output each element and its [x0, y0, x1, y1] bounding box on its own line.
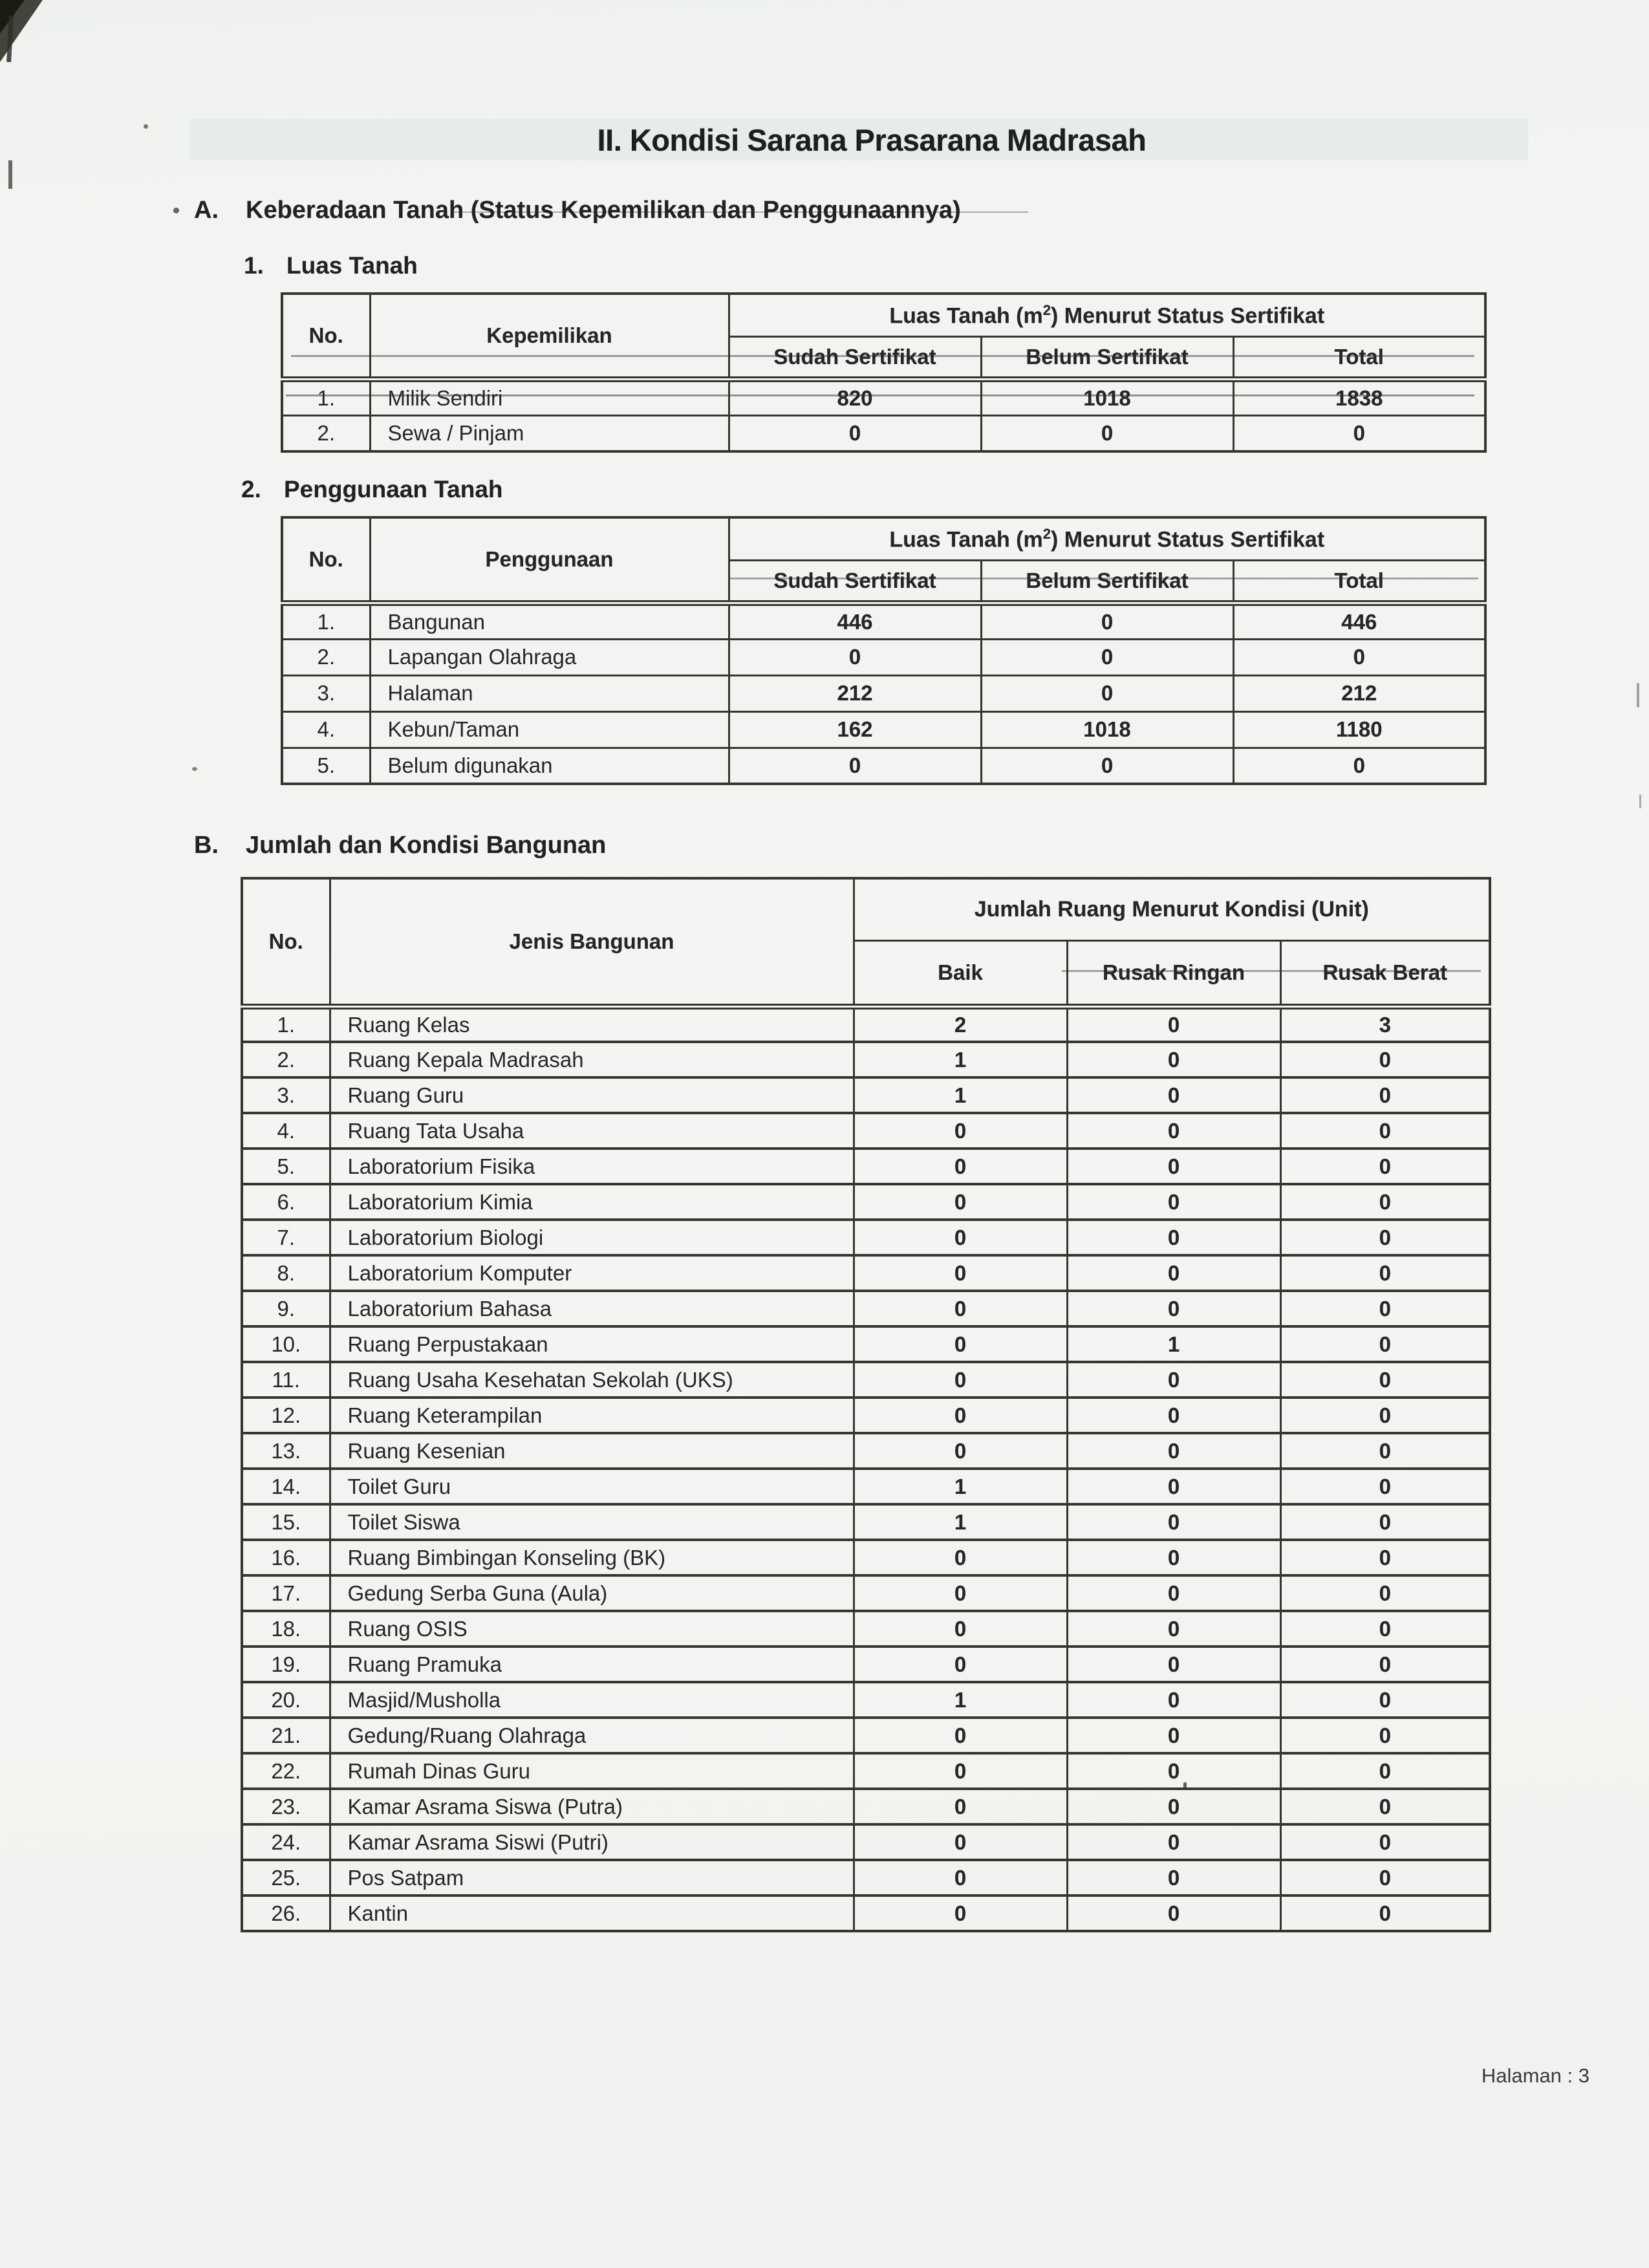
value-cell: 0 — [1280, 1220, 1490, 1255]
value-cell: 0 — [1067, 1611, 1280, 1647]
land-usage-table — [281, 516, 1487, 785]
document-title-band — [189, 119, 1528, 160]
table-row — [242, 1255, 1490, 1291]
row-number-cell: 12. — [242, 1398, 330, 1433]
value-cell: 0 — [1067, 1575, 1280, 1611]
table-row — [282, 379, 1485, 415]
value-cell: 162 — [729, 711, 981, 748]
land-usage-table-header — [282, 517, 1485, 603]
header-row — [282, 517, 1485, 560]
value-cell: 1 — [854, 1042, 1067, 1077]
value-cell: 0 — [1067, 1362, 1280, 1398]
value-cell: 0 — [854, 1291, 1067, 1326]
value-cell: 0 — [854, 1860, 1067, 1895]
value-cell: 0 — [1067, 1753, 1280, 1789]
value-cell: 0 — [1067, 1647, 1280, 1682]
value-cell: 0 — [1280, 1611, 1490, 1647]
value-cell: 1 — [1067, 1326, 1280, 1362]
table-row — [242, 1753, 1490, 1789]
table-row — [242, 1113, 1490, 1149]
row-label-cell: Kantin — [330, 1895, 854, 1931]
col-header-total: Total — [1233, 336, 1485, 379]
row-label-cell: Pos Satpam — [330, 1860, 854, 1895]
group-header-sup: 2 — [1042, 525, 1051, 542]
row-number-cell: 25. — [242, 1860, 330, 1895]
value-cell: 0 — [729, 748, 981, 784]
value-cell: 0 — [1233, 639, 1485, 675]
scan-speck — [1637, 683, 1639, 707]
row-label-cell: Laboratorium Komputer — [330, 1255, 854, 1291]
row-number-cell: 15. — [242, 1504, 330, 1540]
col-header-total: Total — [1233, 560, 1485, 603]
value-cell: 0 — [1280, 1255, 1490, 1291]
row-label-cell: Ruang Tata Usaha — [330, 1113, 854, 1149]
value-cell: 0 — [854, 1647, 1067, 1682]
value-cell: 0 — [1067, 1255, 1280, 1291]
building-condition-table — [241, 877, 1491, 1932]
row-label-cell: Laboratorium Bahasa — [330, 1291, 854, 1326]
value-cell: 1838 — [1233, 379, 1485, 415]
value-cell: 1 — [854, 1682, 1067, 1718]
group-header-sup: 2 — [1042, 301, 1051, 318]
table-row — [242, 1149, 1490, 1184]
value-cell: 0 — [854, 1362, 1067, 1398]
row-label-cell: Lapangan Olahraga — [370, 639, 729, 675]
row-number-cell: 16. — [242, 1540, 330, 1575]
value-cell: 0 — [1067, 1184, 1280, 1220]
row-label-cell: Masjid/Musholla — [330, 1682, 854, 1718]
row-label-cell: Ruang Kelas — [330, 1006, 854, 1042]
value-cell: 0 — [854, 1753, 1067, 1789]
table-row — [242, 1682, 1490, 1718]
table-row — [282, 603, 1485, 639]
value-cell: 446 — [729, 603, 981, 639]
land-area-table-header — [282, 294, 1485, 379]
value-cell: 0 — [854, 1789, 1067, 1824]
row-label-cell: Ruang Keterampilan — [330, 1398, 854, 1433]
col-header-belum-sertifikat: Belum Sertifikat — [981, 336, 1233, 379]
row-label-cell: Toilet Guru — [330, 1469, 854, 1504]
row-number-cell: 3. — [242, 1077, 330, 1113]
building-table-body — [242, 1006, 1490, 1931]
row-number-cell: 10. — [242, 1326, 330, 1362]
col-header-jenis-bangunan: Jenis Bangunan — [330, 878, 854, 1006]
value-cell: 1 — [854, 1469, 1067, 1504]
table-row — [242, 1895, 1490, 1931]
value-cell: 446 — [1233, 603, 1485, 639]
row-number-cell: 23. — [242, 1789, 330, 1824]
value-cell: 1180 — [1233, 711, 1485, 748]
row-label-cell: Ruang Bimbingan Konseling (BK) — [330, 1540, 854, 1575]
row-label-cell: Belum digunakan — [370, 748, 729, 784]
value-cell: 0 — [981, 639, 1233, 675]
col-header-group: Jumlah Ruang Menurut Kondisi (Unit) — [854, 878, 1490, 940]
table-row — [282, 675, 1485, 711]
value-cell: 0 — [1067, 1860, 1280, 1895]
table-row — [242, 1362, 1490, 1398]
land-area-table — [281, 292, 1487, 453]
subsection-2-heading — [241, 476, 503, 503]
value-cell: 0 — [854, 1326, 1067, 1362]
value-cell: 0 — [1067, 1149, 1280, 1184]
section-b-title: Jumlah dan Kondisi Bangunan — [246, 832, 607, 859]
row-label-cell: Rumah Dinas Guru — [330, 1753, 854, 1789]
value-cell: 0 — [1280, 1326, 1490, 1362]
value-cell: 0 — [981, 603, 1233, 639]
value-cell: 0 — [854, 1540, 1067, 1575]
value-cell: 0 — [1280, 1824, 1490, 1860]
value-cell: 0 — [981, 675, 1233, 711]
subsection-1-title: Luas Tanah — [286, 252, 418, 279]
table-row — [242, 1220, 1490, 1255]
row-number-cell: 8. — [242, 1255, 330, 1291]
row-label-cell: Kamar Asrama Siswi (Putri) — [330, 1824, 854, 1860]
value-cell: 0 — [854, 1895, 1067, 1931]
section-b-label: B. — [194, 832, 219, 859]
value-cell: 1018 — [981, 379, 1233, 415]
row-number-cell: 18. — [242, 1611, 330, 1647]
row-label-cell: Ruang OSIS — [330, 1611, 854, 1647]
row-label-cell: Laboratorium Kimia — [330, 1184, 854, 1220]
value-cell: 2 — [854, 1006, 1067, 1042]
row-number-cell: 3. — [282, 675, 370, 711]
subsection-2-number: 2. — [241, 476, 261, 502]
value-cell: 0 — [1280, 1789, 1490, 1824]
table-row — [242, 1326, 1490, 1362]
value-cell: 0 — [1067, 1718, 1280, 1753]
table-row — [242, 1611, 1490, 1647]
col-header-no: No. — [242, 878, 330, 1006]
row-number-cell: 1. — [242, 1006, 330, 1042]
row-label-cell: Ruang Guru — [330, 1077, 854, 1113]
value-cell: 0 — [1067, 1682, 1280, 1718]
col-header-group — [729, 294, 1485, 336]
value-cell: 0 — [1067, 1824, 1280, 1860]
col-header-penggunaan: Penggunaan — [370, 517, 729, 603]
row-number-cell: 2. — [282, 639, 370, 675]
col-header-baik: Baik — [854, 940, 1067, 1006]
subsection-1-number: 1. — [244, 252, 264, 279]
value-cell: 0 — [854, 1184, 1067, 1220]
group-header-text: ) Menurut Status Sertifikat — [1050, 303, 1325, 328]
value-cell: 0 — [1280, 1149, 1490, 1184]
col-header-sudah-sertifikat: Sudah Sertifikat — [729, 336, 981, 379]
col-header-group — [729, 517, 1485, 560]
value-cell: 0 — [1067, 1398, 1280, 1433]
value-cell: 0 — [1280, 1753, 1490, 1789]
row-number-cell: 26. — [242, 1895, 330, 1931]
table-row — [242, 1647, 1490, 1682]
value-cell: 0 — [1067, 1077, 1280, 1113]
value-cell: 0 — [1233, 748, 1485, 784]
value-cell: 0 — [1280, 1184, 1490, 1220]
row-label-cell: Bangunan — [370, 603, 729, 639]
row-number-cell: 5. — [242, 1149, 330, 1184]
value-cell: 0 — [1067, 1540, 1280, 1575]
row-label-cell: Laboratorium Fisika — [330, 1149, 854, 1184]
value-cell: 0 — [1067, 1895, 1280, 1931]
value-cell: 0 — [1280, 1398, 1490, 1433]
building-table-header — [242, 878, 1490, 1006]
value-cell: 0 — [1280, 1647, 1490, 1682]
header-row — [282, 294, 1485, 336]
value-cell: 0 — [854, 1149, 1067, 1184]
table-row — [282, 639, 1485, 675]
table-row — [242, 1575, 1490, 1611]
value-cell: 0 — [1280, 1433, 1490, 1469]
group-header-text: ) Menurut Status Sertifikat — [1050, 526, 1325, 552]
value-cell: 0 — [1067, 1006, 1280, 1042]
row-number-cell: 6. — [242, 1184, 330, 1220]
row-number-cell: 20. — [242, 1682, 330, 1718]
table-row — [242, 1860, 1490, 1895]
value-cell: 0 — [1067, 1113, 1280, 1149]
scan-speck — [173, 208, 179, 213]
value-cell: 0 — [1067, 1042, 1280, 1077]
row-number-cell: 9. — [242, 1291, 330, 1326]
table-row — [242, 1789, 1490, 1824]
row-number-cell: 19. — [242, 1647, 330, 1682]
value-cell: 0 — [729, 639, 981, 675]
scan-speck — [1639, 794, 1641, 808]
col-header-sudah-sertifikat: Sudah Sertifikat — [729, 560, 981, 603]
value-cell: 820 — [729, 379, 981, 415]
row-number-cell: 13. — [242, 1433, 330, 1469]
row-label-cell: Halaman — [370, 675, 729, 711]
value-cell: 0 — [981, 415, 1233, 451]
row-label-cell: Sewa / Pinjam — [370, 415, 729, 451]
table-row — [242, 1469, 1490, 1504]
col-header-rusak-berat: Rusak Berat — [1280, 940, 1490, 1006]
row-number-cell: 14. — [242, 1469, 330, 1504]
table-row — [242, 1824, 1490, 1860]
row-number-cell: 21. — [242, 1718, 330, 1753]
col-header-belum-sertifikat: Belum Sertifikat — [981, 560, 1233, 603]
row-number-cell: 2. — [282, 415, 370, 451]
row-number-cell: 11. — [242, 1362, 330, 1398]
row-label-cell: Gedung/Ruang Olahraga — [330, 1718, 854, 1753]
row-number-cell: 4. — [282, 711, 370, 748]
value-cell: 212 — [1233, 675, 1485, 711]
col-header-no: No. — [282, 517, 370, 603]
value-cell: 0 — [1280, 1042, 1490, 1077]
row-label-cell: Laboratorium Biologi — [330, 1220, 854, 1255]
value-cell: 0 — [1280, 1362, 1490, 1398]
value-cell: 0 — [1067, 1291, 1280, 1326]
row-number-cell: 22. — [242, 1753, 330, 1789]
subsection-1-heading — [244, 252, 418, 279]
land-usage-table-body — [282, 603, 1485, 784]
value-cell: 0 — [981, 748, 1233, 784]
value-cell: 0 — [1280, 1860, 1490, 1895]
header-row — [242, 878, 1490, 940]
table-row — [242, 1540, 1490, 1575]
value-cell: 0 — [854, 1575, 1067, 1611]
section-b-heading — [194, 832, 606, 859]
value-cell: 0 — [854, 1718, 1067, 1753]
table-row — [242, 1398, 1490, 1433]
table-row — [242, 1291, 1490, 1326]
row-label-cell: Gedung Serba Guna (Aula) — [330, 1575, 854, 1611]
value-cell: 0 — [854, 1220, 1067, 1255]
page-title: II. Kondisi Sarana Prasarana Madrasah — [597, 122, 1147, 157]
value-cell: 0 — [1280, 1718, 1490, 1753]
section-a-label: A. — [194, 197, 219, 224]
table-row — [242, 1504, 1490, 1540]
row-number-cell: 1. — [282, 603, 370, 639]
value-cell: 0 — [854, 1611, 1067, 1647]
value-cell: 0 — [1280, 1575, 1490, 1611]
table-row — [282, 711, 1485, 748]
col-header-kepemilikan: Kepemilikan — [370, 294, 729, 379]
section-a-title: Keberadaan Tanah (Status Kepemilikan dan Penggunaannya) — [246, 197, 961, 224]
group-header-text: Luas Tanah (m — [889, 526, 1043, 552]
value-cell: 0 — [1280, 1113, 1490, 1149]
row-label-cell: Ruang Kesenian — [330, 1433, 854, 1469]
row-number-cell: 1. — [282, 379, 370, 415]
group-header-text: Luas Tanah (m — [889, 303, 1043, 328]
table-row — [242, 1433, 1490, 1469]
value-cell: 0 — [1067, 1433, 1280, 1469]
value-cell: 0 — [1280, 1682, 1490, 1718]
value-cell: 0 — [1280, 1504, 1490, 1540]
row-number-cell: 7. — [242, 1220, 330, 1255]
value-cell: 212 — [729, 675, 981, 711]
value-cell: 0 — [1280, 1077, 1490, 1113]
value-cell: 0 — [854, 1398, 1067, 1433]
table-row — [242, 1006, 1490, 1042]
row-number-cell: 4. — [242, 1113, 330, 1149]
row-number-cell: 5. — [282, 748, 370, 784]
table-row — [242, 1077, 1490, 1113]
row-label-cell: Ruang Pramuka — [330, 1647, 854, 1682]
value-cell: 0 — [1067, 1789, 1280, 1824]
value-cell: 0 — [1067, 1469, 1280, 1504]
row-label-cell: Ruang Usaha Kesehatan Sekolah (UKS) — [330, 1362, 854, 1398]
page-number-footer: Halaman : 3 — [1481, 2064, 1590, 2087]
table-row — [282, 748, 1485, 784]
row-number-cell: 2. — [242, 1042, 330, 1077]
table-row — [242, 1184, 1490, 1220]
value-cell: 1018 — [981, 711, 1233, 748]
value-cell: 0 — [1280, 1540, 1490, 1575]
table-row — [282, 415, 1485, 451]
row-number-cell: 24. — [242, 1824, 330, 1860]
scan-speck — [192, 767, 197, 771]
value-cell: 0 — [1280, 1291, 1490, 1326]
value-cell: 0 — [854, 1255, 1067, 1291]
land-area-table-body — [282, 379, 1485, 451]
value-cell: 1 — [854, 1504, 1067, 1540]
row-label-cell: Kebun/Taman — [370, 711, 729, 748]
row-label-cell: Ruang Kepala Madrasah — [330, 1042, 854, 1077]
value-cell: 0 — [854, 1433, 1067, 1469]
value-cell: 0 — [1280, 1469, 1490, 1504]
col-header-no: No. — [282, 294, 370, 379]
value-cell: 0 — [1280, 1895, 1490, 1931]
value-cell: 0 — [854, 1113, 1067, 1149]
row-number-cell: 17. — [242, 1575, 330, 1611]
scan-edge-mark — [8, 160, 12, 189]
section-a-heading — [194, 197, 961, 224]
value-cell: 3 — [1280, 1006, 1490, 1042]
row-label-cell: Toilet Siswa — [330, 1504, 854, 1540]
value-cell: 0 — [1233, 415, 1485, 451]
value-cell: 1 — [854, 1077, 1067, 1113]
subsection-2-title: Penggunaan Tanah — [284, 476, 503, 502]
col-header-rusak-ringan: Rusak Ringan — [1067, 940, 1280, 1006]
row-label-cell: Ruang Perpustakaan — [330, 1326, 854, 1362]
row-label-cell: Milik Sendiri — [370, 379, 729, 415]
value-cell: 0 — [1067, 1220, 1280, 1255]
value-cell: 0 — [1067, 1504, 1280, 1540]
table-row — [242, 1718, 1490, 1753]
scan-speck — [144, 124, 148, 129]
value-cell: 0 — [854, 1824, 1067, 1860]
value-cell: 0 — [729, 415, 981, 451]
row-label-cell: Kamar Asrama Siswa (Putra) — [330, 1789, 854, 1824]
table-row — [242, 1042, 1490, 1077]
